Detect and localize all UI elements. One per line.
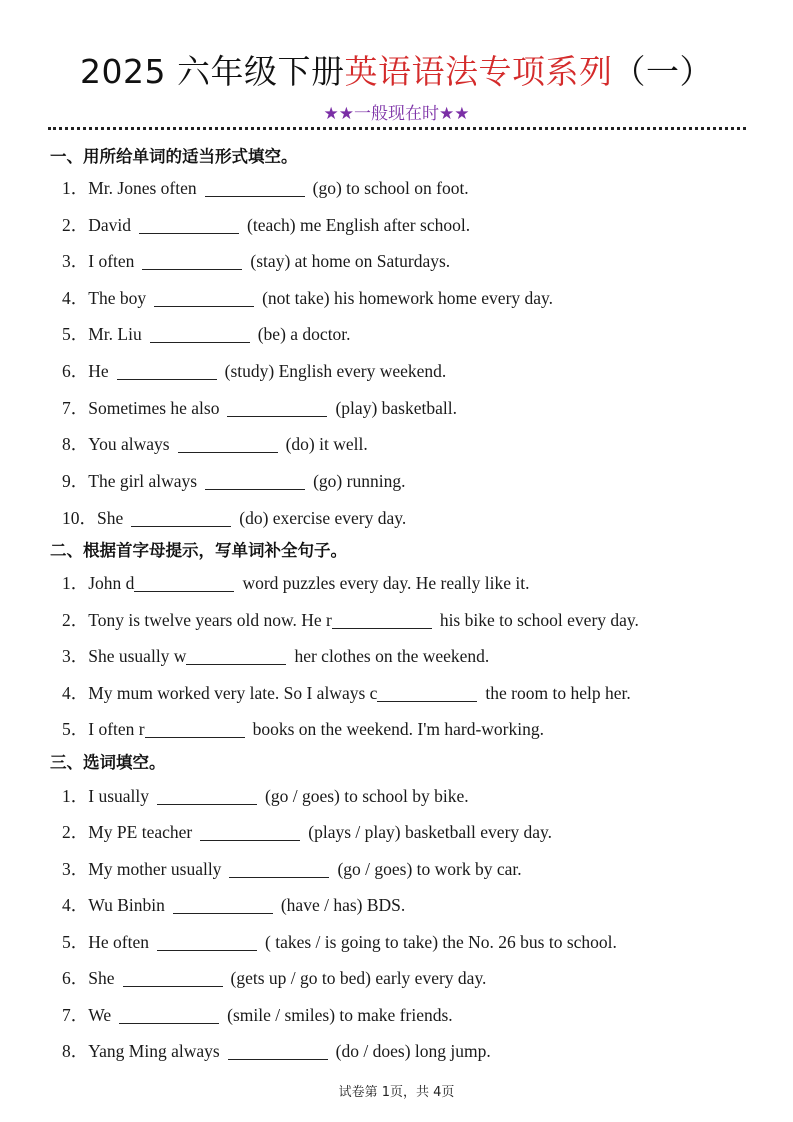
question-text-after: (smile / smiles) to make friends. (227, 1005, 453, 1025)
question-text-after: the room to help her. (485, 683, 631, 703)
question-text-after: ( takes / is going to take) the No. 26 bus to school. (265, 932, 617, 952)
question-item (62, 1003, 453, 1027)
title-year-grade: 2025 六年级下册 (80, 52, 345, 91)
question-number: 2． (62, 610, 89, 630)
question-number: 5． (62, 719, 89, 739)
question-text-before: John d (88, 573, 135, 593)
title-series: 英语语法专项系列 (344, 52, 613, 91)
question-text-before: My PE teacher (88, 822, 193, 842)
question-text-before: We (88, 1005, 112, 1025)
answer-blank[interactable] (200, 839, 300, 841)
question-item (62, 176, 469, 200)
question-text-before: Wu Binbin (88, 895, 165, 915)
question-item (62, 820, 552, 844)
answer-blank[interactable] (227, 415, 327, 417)
question-item (62, 396, 457, 420)
question-item (62, 644, 489, 668)
question-item (62, 359, 446, 383)
answer-blank[interactable] (178, 451, 278, 453)
question-text-after: (plays / play) basketball every day. (308, 822, 553, 842)
question-text-after: (stay) at home on Saturdays. (250, 251, 451, 271)
question-text-after: (not take) his homework home every day. (262, 288, 554, 308)
answer-blank[interactable] (332, 627, 432, 629)
question-text-before: Tony is twelve years old now. He r (88, 610, 332, 630)
question-number: 3． (62, 646, 89, 666)
section-heading-3: 三、选词填空。 (50, 753, 166, 772)
question-text-after: (play) basketball. (335, 398, 457, 418)
question-text-before: You always (88, 434, 170, 454)
answer-blank[interactable] (157, 949, 257, 951)
question-text-after: (go) to school on foot. (312, 178, 469, 198)
question-number: 7． (62, 398, 89, 418)
answer-blank[interactable] (377, 700, 477, 702)
question-text-before: He (88, 361, 109, 381)
question-text-after: (have / has) BDS. (280, 895, 406, 915)
question-item (62, 1039, 491, 1063)
answer-blank[interactable] (173, 912, 273, 914)
question-text-after: (study) English every weekend. (224, 361, 447, 381)
page-subtitle: ★★一般现在时★★ (323, 104, 470, 124)
dotted-divider (48, 127, 746, 130)
question-item (62, 681, 631, 705)
question-item (62, 930, 617, 954)
answer-blank[interactable] (123, 985, 223, 987)
question-item (62, 571, 529, 595)
question-number: 3． (62, 251, 89, 271)
question-number: 8． (62, 434, 89, 454)
question-text-before: The girl always (88, 471, 198, 491)
question-text-after: (teach) me English after school. (247, 215, 471, 235)
question-text-after: (go / goes) to school by bike. (265, 786, 469, 806)
question-text-after: word puzzles every day. He really like it. (242, 573, 530, 593)
question-text-after: (go) running. (313, 471, 406, 491)
question-text-before: My mother usually (88, 859, 222, 879)
question-text-before: Mr. Liu (88, 324, 142, 344)
title-number: （一） (612, 52, 713, 91)
question-text-before: The boy (88, 288, 147, 308)
question-item (62, 322, 351, 346)
question-item (62, 893, 405, 917)
question-number: 8． (62, 1041, 89, 1061)
question-item (62, 249, 450, 273)
question-number: 5． (62, 932, 89, 952)
question-text-before: I often (88, 251, 135, 271)
question-text-after: (do) it well. (285, 434, 368, 454)
question-text-before: Yang Ming always (88, 1041, 220, 1061)
section-heading-1: 一、用所给单词的适当形式填空。 (50, 147, 298, 166)
question-number: 4． (62, 683, 89, 703)
question-text-after: (do / does) long jump. (335, 1041, 491, 1061)
question-text-before: She (88, 968, 115, 988)
question-number: 9． (62, 471, 89, 491)
question-text-before: She usually w (88, 646, 187, 666)
answer-blank[interactable] (142, 268, 242, 270)
question-number: 5． (62, 324, 89, 344)
question-text-before: Mr. Jones often (88, 178, 197, 198)
question-number: 4． (62, 895, 89, 915)
answer-blank[interactable] (154, 305, 254, 307)
question-item (62, 286, 553, 310)
question-text-after: (be) a doctor. (257, 324, 351, 344)
question-number: 1． (62, 573, 89, 593)
answer-blank[interactable] (119, 1022, 219, 1024)
page-title (0, 52, 793, 92)
question-number: 10． (62, 508, 97, 528)
question-text-after: (do) exercise every day. (239, 508, 407, 528)
question-number: 7． (62, 1005, 89, 1025)
question-item (62, 717, 544, 741)
question-item (62, 966, 486, 990)
question-text-before: David (88, 215, 132, 235)
question-text-after: books on the weekend. I'm hard-working. (252, 719, 544, 739)
question-text-after: (go / goes) to work by car. (337, 859, 522, 879)
question-number: 2． (62, 822, 89, 842)
question-text-before: My mum worked very late. So I always c (88, 683, 378, 703)
answer-blank[interactable] (145, 736, 245, 738)
question-item (62, 469, 405, 493)
question-number: 3． (62, 859, 89, 879)
question-number: 4． (62, 288, 89, 308)
question-text-before: He often (88, 932, 149, 952)
answer-blank[interactable] (205, 488, 305, 490)
question-item (62, 608, 639, 632)
question-item (62, 784, 469, 808)
answer-blank[interactable] (131, 525, 231, 527)
question-number: 1． (62, 786, 89, 806)
answer-blank[interactable] (139, 232, 239, 234)
question-text-after: her clothes on the weekend. (294, 646, 490, 666)
answer-blank[interactable] (186, 663, 286, 665)
answer-blank[interactable] (229, 876, 329, 878)
page-footer: 试卷第 1页，共 4页 (338, 1085, 455, 1100)
question-text-after: his bike to school every day. (439, 610, 639, 630)
question-text-before: I usually (88, 786, 150, 806)
question-text-before: She (97, 508, 124, 528)
question-text-before: Sometimes he also (88, 398, 220, 418)
answer-blank[interactable] (157, 803, 257, 805)
question-item (62, 432, 368, 456)
question-text-after: (gets up / go to bed) early every day. (230, 968, 487, 988)
answer-blank[interactable] (205, 195, 305, 197)
question-item (62, 213, 470, 237)
question-item (62, 857, 522, 881)
answer-blank[interactable] (134, 590, 234, 592)
question-text-before: I often r (88, 719, 145, 739)
question-item (62, 506, 406, 530)
question-number: 1． (62, 178, 89, 198)
question-number: 6． (62, 968, 89, 988)
answer-blank[interactable] (150, 341, 250, 343)
question-number: 2． (62, 215, 89, 235)
answer-blank[interactable] (228, 1058, 328, 1060)
section-heading-2: 二、根据首字母提示，写单词补全句子。 (50, 541, 347, 560)
answer-blank[interactable] (117, 378, 217, 380)
question-number: 6． (62, 361, 89, 381)
